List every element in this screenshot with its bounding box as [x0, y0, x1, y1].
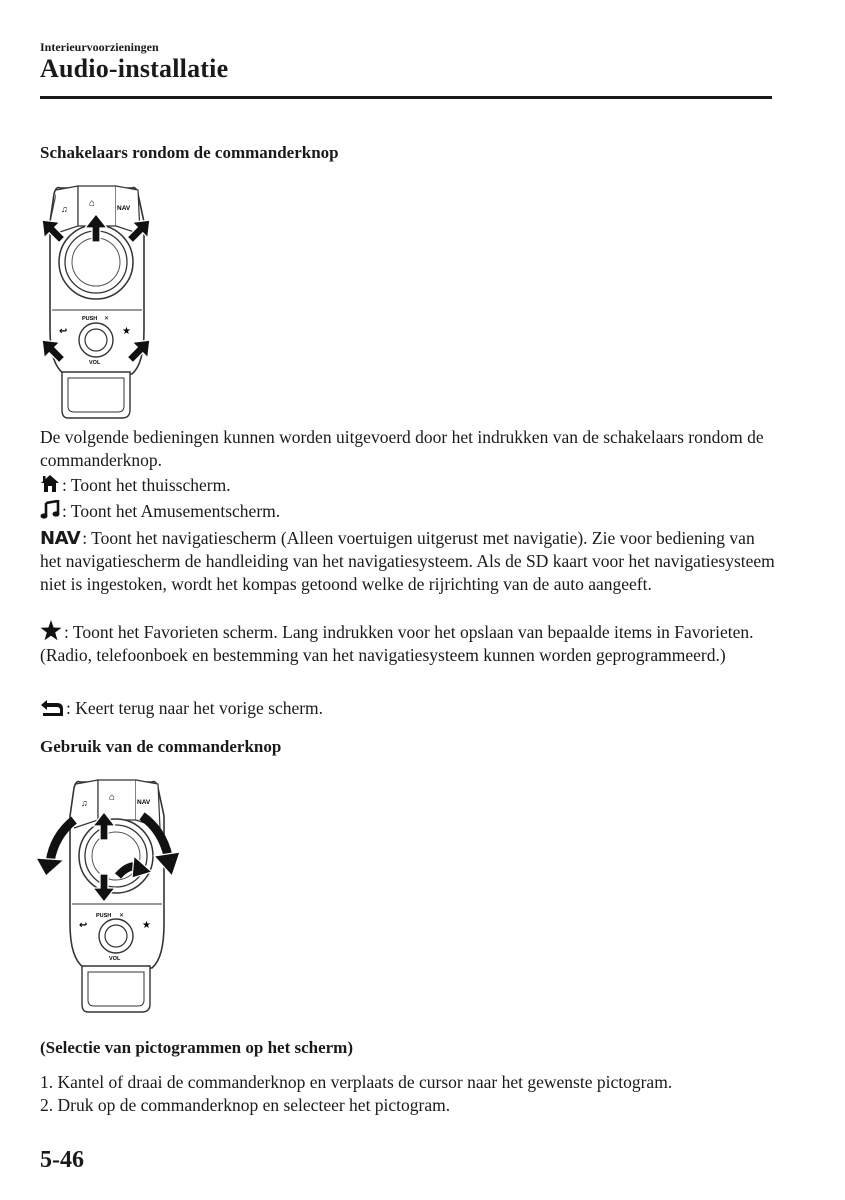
rotate-left-arrow: [36, 820, 74, 876]
entertainment-entry-text: : Toont het Amusementscherm.: [62, 501, 281, 521]
nav-icon: NAV: [40, 528, 81, 549]
music-note-icon: ♫: [61, 204, 68, 214]
back-entry: [40, 697, 780, 720]
subheading-icon-selection: (Selectie van pictogrammen op het scherm): [40, 1038, 354, 1057]
star-icon: [40, 620, 62, 641]
vol-label: VOL: [89, 360, 101, 366]
favorites-entry: [40, 620, 780, 667]
push-label: PUSH: [82, 316, 98, 322]
list-item: 2. Druk op de commanderknop en selecteer het pictogram.: [40, 1095, 451, 1115]
commander-usage-figure: [34, 776, 184, 1020]
home-icon: [40, 474, 60, 494]
star-icon: ★: [142, 920, 151, 931]
navigation-entry-text: : Toont het navigatiescherm (Alleen voertuigen uitgerust met navigatie). Zie voor bediening van het navigatiescherm de handleiding van het navigatiesysteem. Als de SD kaart voor het navigatiesysteem niet is ingestoken, wordt het kompas getoond welke de rijrichting van de auto aangeeft.: [40, 528, 775, 594]
vol-label: VOL: [109, 956, 121, 962]
list-item: 1. Kantel of draai de commanderknop en verplaats de cursor naar het gewenste pictogram.: [40, 1072, 673, 1092]
title-divider: [40, 96, 772, 99]
intro-paragraph: De volgende bedieningen kunnen worden uitgevoerd door het indrukken van de schakelaars rondom de commanderknop.: [40, 427, 764, 470]
section-heading-usage: Gebruik van de commanderknop: [40, 737, 282, 756]
music-note-icon: ♫: [81, 798, 88, 808]
home-entry: [40, 474, 780, 497]
home-entry-text: : Toont het thuisscherm.: [62, 475, 231, 495]
home-icon: ⌂: [109, 792, 116, 803]
page-number: 5-46: [40, 1147, 84, 1173]
push-label: PUSH: [96, 913, 112, 919]
entertainment-entry: [40, 500, 780, 523]
nav-label: NAV: [117, 205, 131, 212]
home-icon: ⌂: [89, 198, 96, 209]
mute-icon: ✕: [119, 913, 125, 919]
mute-icon: ✕: [104, 316, 110, 322]
section-heading-switches: Schakelaars rondom de commanderknop: [40, 143, 339, 162]
music-note-icon: [40, 500, 60, 520]
favorites-entry-text: : Toont het Favorieten scherm. Lang indrukken voor het opslaan van bepaalde items in Favorieten. (Radio, telefoonboek en bestemming van het navigatiesysteem kunnen worden geprogrammeerd.): [40, 622, 754, 665]
steps-list: [40, 1071, 672, 1117]
back-arrow-icon: ↩: [59, 326, 68, 337]
navigation-entry: [40, 527, 780, 596]
back-arrow-icon: [40, 699, 64, 717]
page-title: Audio-installatie: [40, 54, 229, 83]
section-label: Interieurvoorzieningen: [40, 40, 159, 54]
back-entry-text: : Keert terug naar het vorige scherm.: [66, 698, 324, 718]
commander-switches-figure: [34, 182, 164, 424]
star-icon: ★: [122, 326, 131, 337]
back-arrow-icon: ↩: [79, 920, 88, 931]
nav-label: NAV: [137, 799, 151, 806]
